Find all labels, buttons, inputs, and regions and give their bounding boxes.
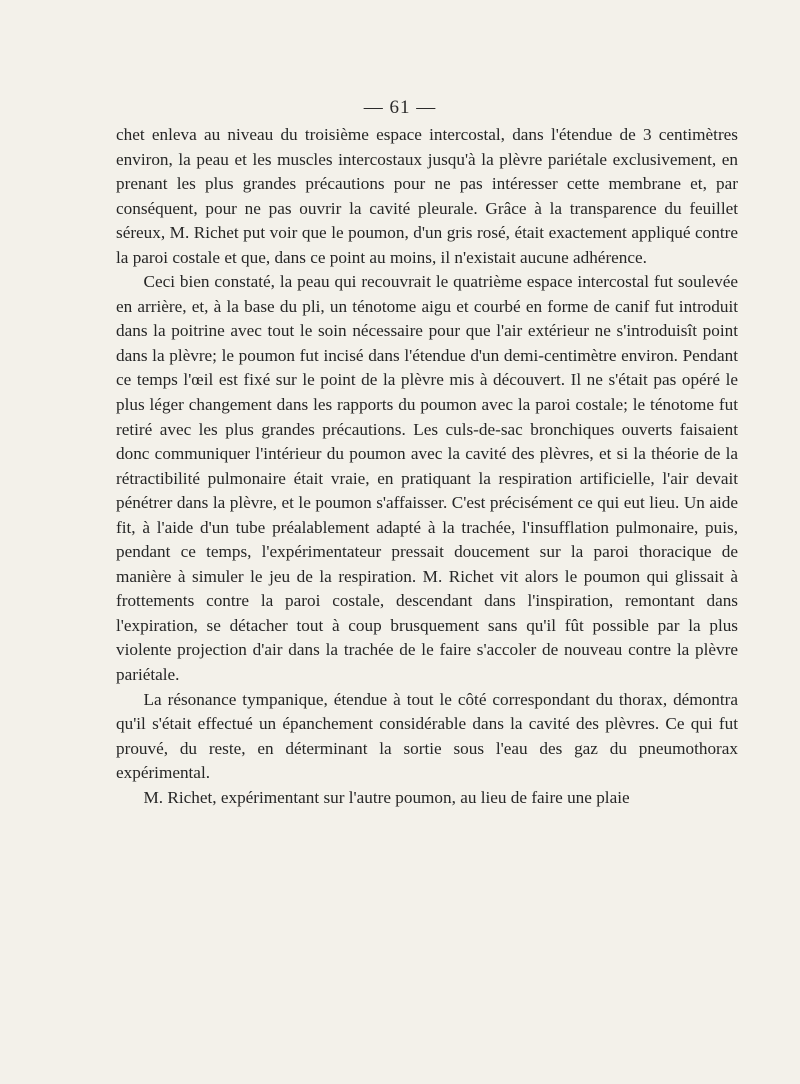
paragraph-3: La résonance tympanique, étendue à tout le côté correspondant du thorax, démontra qu'il s'était effectué un épanchement considérable dans la cavité des plèvres. Ce qui fut prouvé, du reste, en déterminant la sortie sous l'eau des gaz du pneumothorax expérimental. [116, 689, 738, 783]
paragraph-2: Ceci bien constaté, la peau qui recouvrait le quatrième espace intercostal fut soulevée en arrière, et, à la base du pli, un ténotome aigu et courbé en forme de canif fut introduit dans la poitrine avec tout le soin nécessaire pour que l'air extérieur ne s'introduisît point dans la plèvre; le poumon fut incisé dans l'étendue d'un demi-centimètre environ. Pendant ce temps l'œil est fixé sur le point de la plèvre mis à découvert. Il ne s'était pas opéré le plus léger changement dans les rapports du poumon avec la paroi costale; le ténotome fut retiré avec les plus grandes précautions. Les culs-de-sac bronchiques ouverts faisaient donc communiquer l'intérieur du poumon avec la cavité des plèvres, et si la théorie de la rétractibilité pulmonaire était vraie, en pratiquant la respiration artificielle, l'air devait pénétrer dans la plèvre, et le poumon s'affaisser. C'est précisément ce qui eut lieu. Un aide fit, à l'aide d'un tube préalablement adapté à la trachée, l'insufflation pulmonaire, puis, pendant ce temps, l'expérimentateur pressait doucement sur la paroi thoracique de manière à simuler le jeu de la respiration. M. Richet vit alors le poumon qui glissait à frottements contre la paroi costale, descendant dans l'inspiration, remontant dans l'expiration, se détacher tout à coup brusquement sans qu'il fût possible par la plus violente projection d'air dans la trachée de le faire s'accoler de nouveau contre la plèvre pariétale. [116, 272, 738, 685]
page-number: — 61 — [363, 97, 437, 118]
body-text [116, 123, 738, 810]
paragraph-1: chet enleva au niveau du troisième espace intercostal, dans l'étendue de 3 centimètres environ, la peau et les muscles intercostaux jusqu'à la plèvre pariétale exclusivement, en prenant les plus grandes précautions pour ne pas intéresser cette membrane et, par conséquent, pour ne pas ouvrir la cavité pleurale. Grâce à la transparence du feuillet séreux, M. Richet put voir que le poumon, d'un gris rosé, était exactement appliqué contre la paroi costale et que, dans ce point au moins, il n'existait aucune adhérence. [116, 125, 738, 267]
paragraph-4: M. Richet, expérimentant sur l'autre poumon, au lieu de faire une plaie [143, 787, 630, 807]
